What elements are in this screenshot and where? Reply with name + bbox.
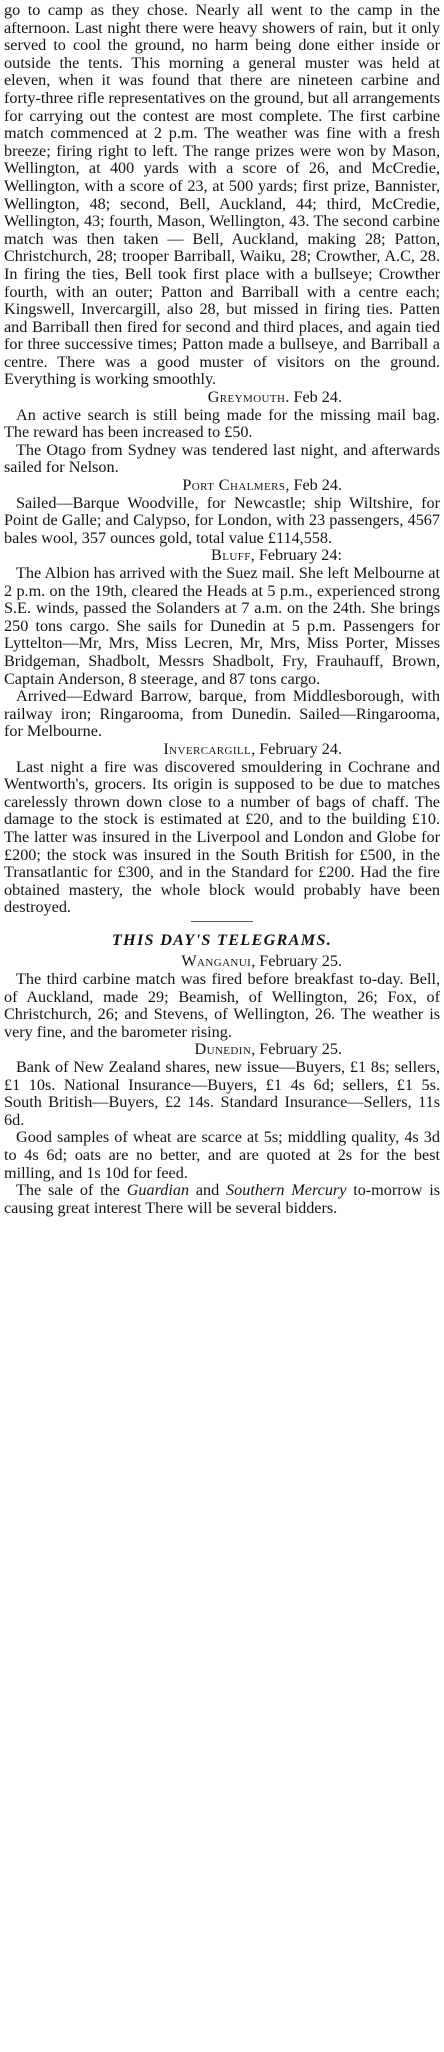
greymouth-paragraph: An active search is still being made for the missing mail bag. The reward has been increased to £50. [4, 405, 440, 442]
bluff-paragraph: Arrived—Edward Barrow, barque, from Middlesborough, with railway iron; Ringarooma, from Dunedin. Sailed—Ringarooma, for Melbourne. [4, 687, 440, 741]
dateline-date: , February 24: [250, 546, 342, 565]
invercargill-paragraph: Last night a fire was discovered smouldering in Cochrane and Wentworth's, grocers. Its origin is supposed to be due to matches carelessly thrown down close to a number of bags of chaff. The damage to the stock is estimated at £20, and to the building £10. The latter was insured in the Liverpool and London and Globe for £200; the stock was insured in the South British for £500, in the Transatlantic for £300, and in the Standard for £200. Had the fire obtained mastery, the whole block would probably have been destroyed. [4, 757, 440, 917]
text-run: to-morrow is causing great interest There will be several bidders. [4, 1181, 441, 1217]
dateline-port-chalmers [4, 477, 440, 495]
dateline-place: Dunedin [194, 1040, 252, 1059]
dateline-place: Greymouth [207, 388, 286, 407]
dunedin-paragraph: Good samples of wheat are scarce at 5s; middling quality, 4s 3d to 4s 6d; oats are no better, and are quoted at 2s for the best milling, and 1s 10d for feed. [4, 1128, 440, 1182]
greymouth-paragraph: The Otago from Sydney was tendered last night, and afterwards sailed for Nelson. [4, 440, 440, 477]
dateline-date: , Feb 24. [285, 476, 342, 495]
dateline-place: Wanganui [181, 952, 252, 971]
dateline-place: Bluff [211, 546, 251, 565]
dateline-date: . Feb 24. [285, 388, 342, 407]
section-heading: THIS DAY'S TELEGRAMS. [111, 930, 333, 949]
section-divider [191, 921, 253, 922]
dateline-date: , February 25. [251, 952, 342, 971]
port-chalmers-paragraph: Sailed—Barque Woodville, for Newcastle; ship Wiltshire, for Point de Galle; and Calypso, for London, with 23 passengers, 4567 bales wool, 357 ounces gold, total value £114,558. [4, 493, 440, 547]
text-run: and [189, 1181, 227, 1200]
bluff-paragraph: The Albion has arrived with the Suez mail. She left Melbourne at 2 p.m. on the 19th, cleared the Heads at 5 p.m., experienced strong S.E. winds, passed the Solanders at 7 a.m. on the 24th. She brings 250 tons cargo. She sails for Dunedin at 5 p.m. Passengers for Lyttelton—Mr, Mrs, Miss Lecren, Mr, Mrs, Miss Porter, Misses Bridgeman, Shadbolt, Messrs Shadbolt, Fry, Frauhauff, Brown, Captain Anderson, 8 steerage, and 87 tons cargo. [4, 564, 440, 688]
dateline-date: , February 25. [251, 1040, 342, 1059]
opening-paragraph: go to camp as they chose. Nearly all went to the camp in the afternoon. Last night there were heavy showers of rain, but it only served to cool the ground, no harm being done either inside or outside the tents. This morning a general muster was held at eleven, when it was found that there are nineteen carbine and forty-three rifle representatives on the ground, but all arrangements for carrying out the contest are most complete. The first carbine match commenced at 2 p.m. The weather was fine with a fresh breeze; firing right to left. The range prizes were won by Mason, Wellington, at 400 yards with a score of 26, and McCredie, Wellington, with a score of 23, at 500 yards; first prize, Bannister, Wellington, 48; second, Bell, Auckland, 44; third, McCredie, Wellington, 43; fourth, Mason, Wellington, 43. The second carbine match was then taken — Bell, Auckland, making 28; Patton, Christchurch, 28; trooper Barriball, Waiku, 28; Crowther, A.C, 28. In firing the ties, Bell took first place with a bullseye; Crowther fourth, with an outer; Patton and Barriball with a centre each; Kingswell, Invercargill, also 28, but missed in firing ties. Patten and Barriball then fired for second and third places, and again tied for three successive times; Patton made a bullseye, and Barriball a centre. There was a good muster of visitors on the ground. Everything is working smoothly. [4, 1, 440, 389]
dateline-bluff [4, 547, 440, 565]
wanganui-paragraph: The third carbine match was fired before breakfast to-day. Bell, of Auckland, made 29; Beamish, of Wellington, 26; Fox, of Christchurch, 26; and Stevens, of Wellington, 26. The weather is very fine, and the barometer rising. [4, 970, 440, 1041]
dateline-dunedin [4, 1041, 440, 1059]
dateline-date: , February 24. [251, 739, 342, 758]
dateline-wanganui [4, 953, 440, 971]
dateline-place: Port Chalmers [182, 476, 286, 495]
dateline-invercargill [4, 741, 440, 759]
dunedin-paragraph: Bank of New Zealand shares, new issue—Buyers, £1 8s; sellers, £1 10s. National Insurance—Buyers, £1 4s 6d; sellers, £1 5s. South British—Buyers, £2 14s. Standard Insurance—Sellers, 11s 6d. [4, 1058, 440, 1129]
newspaper-name: Southern Mercury [226, 1181, 347, 1200]
dunedin-paragraph [4, 1182, 440, 1217]
dateline-greymouth [4, 389, 440, 407]
text-run: The sale of the [16, 1181, 127, 1200]
newspaper-name: Guardian [126, 1181, 190, 1200]
dateline-place: Invercargill [163, 739, 252, 758]
